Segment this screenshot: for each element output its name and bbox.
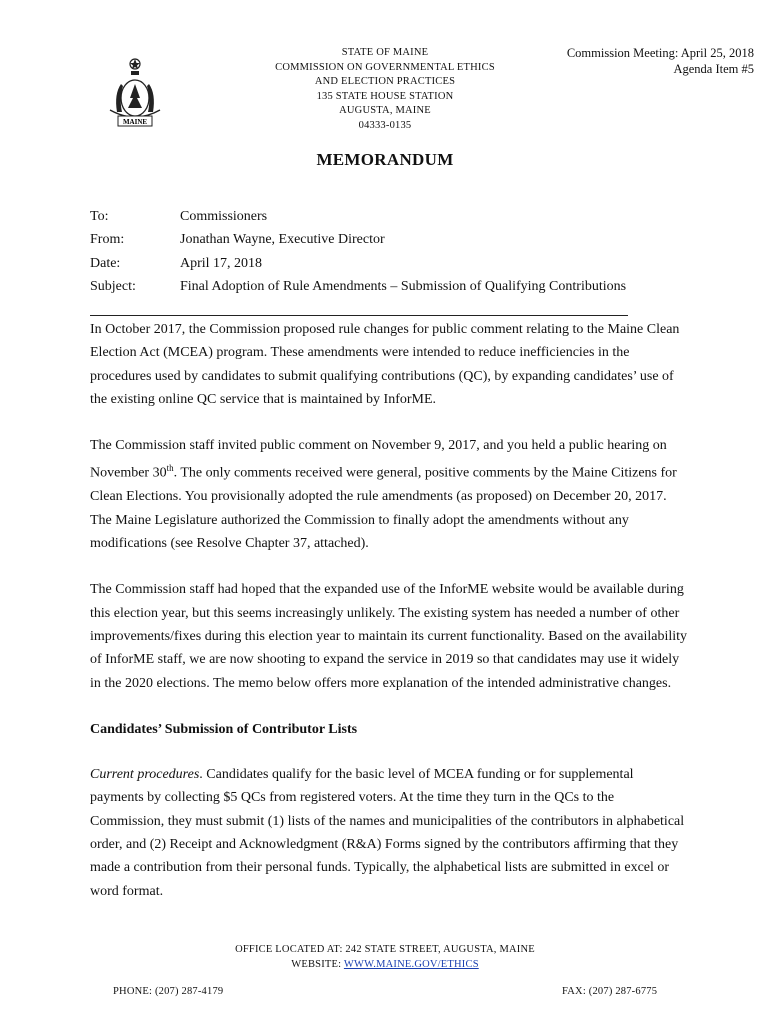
agency-line: 135 STATE HOUSE STATION (316, 90, 454, 102)
office-address: OFFICE LOCATED AT: 242 STATE STREET, AUGUSTA, MAINE (235, 944, 535, 955)
field-value: Commissioners (180, 208, 268, 224)
paragraph-text: The Commission staff invited public comment on November 9, 2017, and you held a public hearing on November 30 (90, 438, 667, 482)
agency-line: AND ELECTION PRACTICES (314, 76, 456, 87)
field-label: Subject: (90, 279, 136, 295)
meeting-date: Commission Meeting: April 25, 2018 (566, 46, 754, 60)
divider-rule (90, 315, 628, 316)
footer-address (0, 942, 770, 972)
paragraph: In October 2017, the Commission proposed rule changes for public comment relating to the Maine Clean Election Act (MCEA) program. These amendments were intended to reduce inefficiencies in the procedures used by candidates to submit qualifying contributions (QC), by expanding candidates’ use of the existing online QC service that is maintained by InforME. (90, 322, 680, 407)
website-label: WEBSITE: (291, 959, 344, 970)
field-value: Final Adoption of Rule Amendments – Submission of Qualifying Contributions (180, 279, 627, 295)
field-label: From: (90, 232, 125, 248)
phone-number: PHONE: (207) 287-4179 (113, 986, 224, 997)
meeting-info (567, 45, 754, 77)
field-label: Date: (90, 255, 121, 271)
paragraph: The Commission staff had hoped that the expanded use of the InforME website would be available during this election year, but this seems increasingly unlikely. The existing system has needed a number of other improvements/fixes during this election year to maintain its current functionality. Based on the availability of InforME staff, we are now shooting to expand the service in 2019 so that candidates may use it widely in the 2020 elections. The memo below offers more explanation of the intended administrative changes. (90, 582, 688, 691)
field-row-date (90, 252, 626, 276)
agenda-item: Agenda Item #5 (673, 62, 754, 76)
memo-title: MEMORANDUM (316, 150, 454, 169)
italic-lead: Current procedures (90, 767, 200, 783)
website-link[interactable]: WWW.MAINE.GOV/ETHICS (343, 959, 479, 970)
field-value: April 17, 2018 (180, 255, 263, 271)
field-row-from (90, 229, 626, 253)
agency-line: 04333-0135 (358, 119, 412, 131)
paragraph (90, 763, 690, 903)
field-row-to (90, 205, 626, 229)
section-heading: Candidates’ Submission of Contributor Lists (90, 721, 358, 737)
field-label: To: (90, 208, 109, 224)
field-value: Jonathan Wayne, Executive Director (180, 232, 385, 248)
website-line (0, 957, 770, 972)
memo-body (90, 318, 690, 926)
seal-label: MAINE (122, 118, 148, 126)
state-seal-icon (104, 54, 166, 132)
agency-header (240, 46, 530, 133)
fax-number: FAX: (207) 287-6775 (562, 986, 658, 997)
agency-line: COMMISSION ON GOVERNMENTAL ETHICS (275, 61, 495, 73)
agency-line: AUGUSTA, MAINE (339, 105, 431, 116)
agency-line: STATE OF MAINE (341, 47, 429, 58)
paragraph-text: . Candidates qualify for the basic level of MCEA funding or for supplemental payments by collecting $5 QCs from registered voters. At the time they turn in the QCs to the Commission, they must submit (1) lists of the names and municipalities of the contributors in alphabetical order, and (2) Receipt and Acknowledgment (R&A) Forms signed by the contributors affirming that they made a contribution from their personal funds. Typically, the alphabetical lists are submitted in excel or word format. (90, 767, 685, 899)
memo-fields (90, 205, 626, 299)
superscript: th (166, 463, 174, 474)
paragraph-text: . The only comments received were general, positive comments by the Maine Citizens for Clean Elections. You provisionally adopted the rule amendments (as proposed) on December 20, 2017. The Maine Legislature authorized the Commission to finally adopt the amendments without any modifications (see Resolve Chapter 37, attached). (90, 466, 677, 552)
field-row-subject (90, 276, 626, 300)
paragraph (90, 434, 690, 555)
